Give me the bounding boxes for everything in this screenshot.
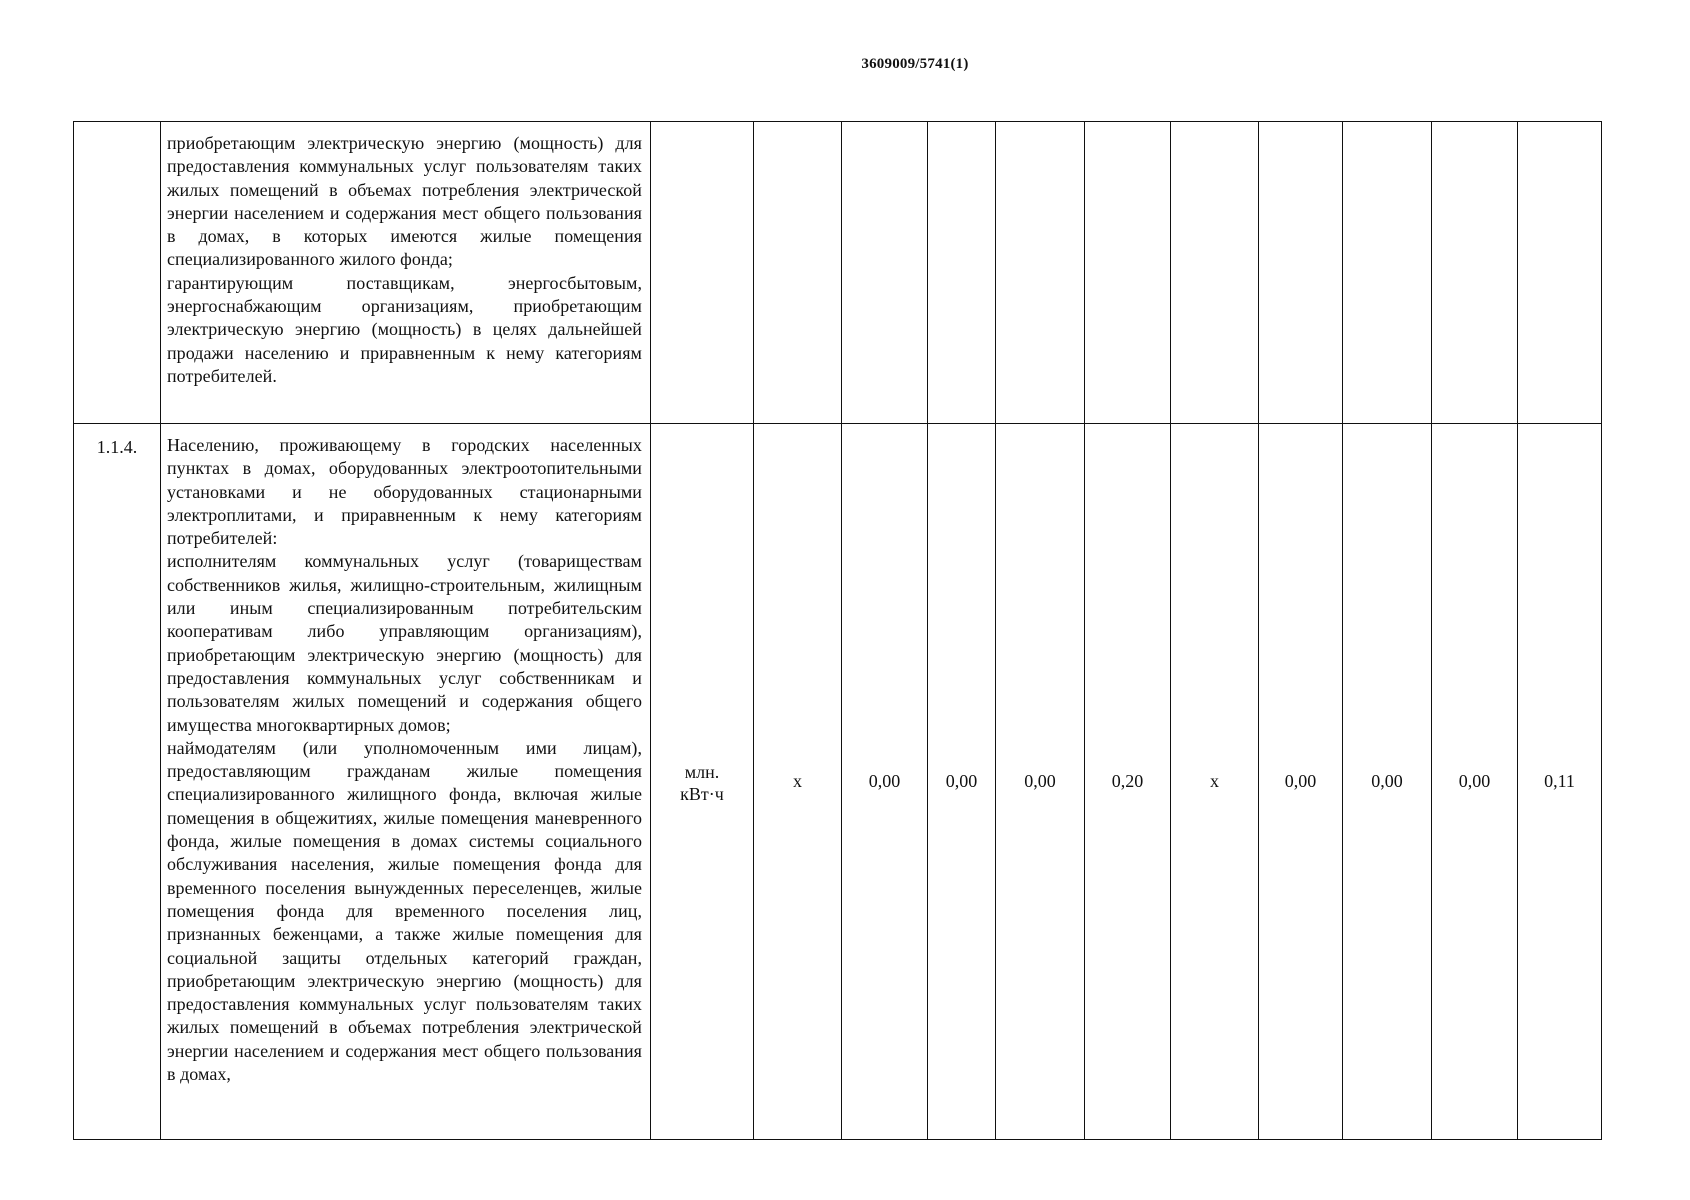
row-number xyxy=(74,122,161,424)
value-cell xyxy=(1518,122,1602,424)
value-cell: х xyxy=(754,424,842,1140)
description-paragraph: исполнителям коммунальных услуг (товариществам собственников жилья, жилищно-строительным, жилищным или иным специализированным потребительским кооперативам либо управляющим организациям), приобретающим электрическую энергию (мощность) для предоставления коммунальных услуг собственникам и пользователям жилых помещений и содержания общего имущества многоквартирных домов; xyxy=(167,551,642,735)
value-cell xyxy=(842,122,928,424)
value-cell: х xyxy=(1171,424,1259,1140)
value-cell xyxy=(1432,122,1518,424)
value-cell xyxy=(1085,122,1171,424)
tariff-table xyxy=(73,121,1602,1140)
value-cell xyxy=(1343,122,1432,424)
value-cell: 0,20 xyxy=(1085,424,1171,1140)
value-cell: 0,00 xyxy=(1259,424,1343,1140)
row-number: 1.1.4. xyxy=(74,424,161,1140)
value-cell: 0,00 xyxy=(1343,424,1432,1140)
value-cell: 0,00 xyxy=(1432,424,1518,1140)
description-paragraph: Населению, проживающему в городских населенных пунктах в домах, оборудованных электроотопительными установками и не оборудованных стационарными электроплитами, и приравненным к нему категориям потребителей: xyxy=(167,435,642,549)
row-description xyxy=(161,122,651,424)
description-paragraph: гарантирующим поставщикам, энергосбытовым, энергоснабжающим организациям, приобретающим электрическую энергию (мощность) в целях дальнейшей продажи населению и приравненным к нему категориям потребителей. xyxy=(167,272,642,386)
description-paragraph: приобретающим электрическую энергию (мощность) для предоставления коммунальных услуг пользователям таких жилых помещений в объемах потребления электрической энергии населением и содержания мест общего пользования в домах, в которых имеются жилые помещения специализированного жилого фонда; xyxy=(167,133,642,270)
value-cell xyxy=(1259,122,1343,424)
value-cell: 0,11 xyxy=(1518,424,1602,1140)
row-description xyxy=(161,424,651,1140)
unit-line: млн. xyxy=(684,761,720,782)
unit-cell xyxy=(651,122,754,424)
value-cell: 0,00 xyxy=(928,424,996,1140)
value-cell: 0,00 xyxy=(842,424,928,1140)
table-row xyxy=(74,122,1602,424)
value-cell xyxy=(996,122,1085,424)
document-id: 3609009/5741(1) xyxy=(861,56,969,72)
unit-cell xyxy=(651,424,754,1140)
description-paragraph: наймодателям (или уполномоченным ими лицам), предоставляющим гражданам жилые помещения специализированного жилищного фонда, включая жилые помещения в общежитиях, жилые помещения маневренного фонда, жилые помещения в домах системы социального обслуживания населения, жилые помещения фонда для временного поселения вынужденных переселенцев, жилые помещения фонда для временного поселения лиц, признанных беженцами, а также жилые помещения для социальной защиты отдельных категорий граждан, приобретающим электрическую энергию (мощность) для предоставления коммунальных услуг пользователям таких жилых помещений в объемах потребления электрической энергии населением и содержания мест общего пользования в домах, xyxy=(167,737,642,1085)
table-row xyxy=(74,424,1602,1140)
value-cell xyxy=(928,122,996,424)
unit-line: кВт·ч xyxy=(680,783,724,804)
value-cell: 0,00 xyxy=(996,424,1085,1140)
value-cell xyxy=(754,122,842,424)
value-cell xyxy=(1171,122,1259,424)
